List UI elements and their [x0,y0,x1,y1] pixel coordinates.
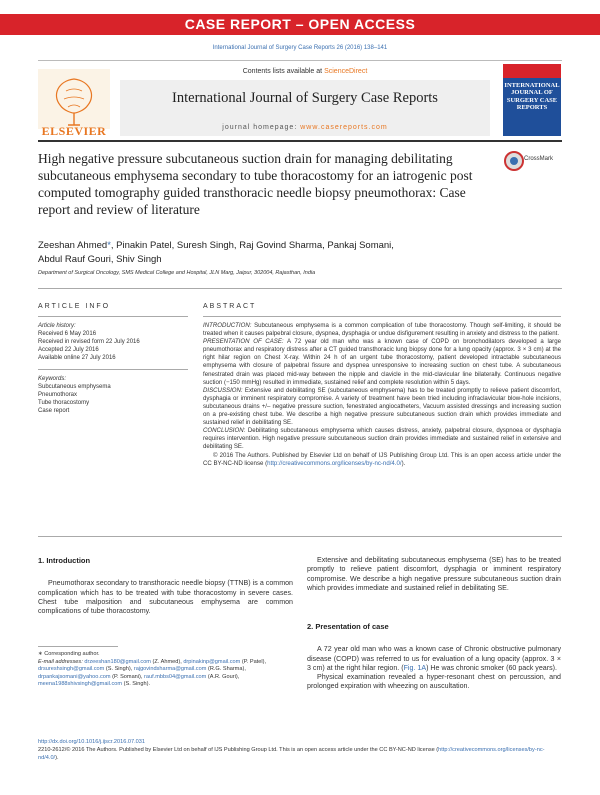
abstract-discussion [203,387,561,427]
homepage-prefix: journal homepage: [222,124,298,131]
keyword-item: Tube thoracostomy [38,400,90,406]
history-item: Available online 27 July 2016 [38,355,116,361]
sciencedirect-link[interactable]: ScienceDirect [324,68,368,75]
journal-homepage [120,124,490,131]
journal-title: International Journal of Surgery Case Reports [172,90,438,106]
license-link[interactable]: http://creativecommons.org/licenses/by-nc-nd/4.0/ [267,459,402,467]
history-item: Received in revised form 22 July 2016 [38,339,140,345]
abstract-introduction [203,322,561,338]
abstract-conclusion-text: Debilitating subcutaneous emphysema which causes distress, anxiety, palpebral closure, dyspnoea or dysphagia requires intervention. High negative pressure subcutaneous suction drain provides immediate and sustained relief in extensive and debilitating SE. [203,427,561,451]
corresponding-author-note: ∗ Corresponding author. [38,651,100,657]
presentation-text-b: ) He was chronic smoker (60 pack years). [426,663,557,672]
keyword-item: Case report [38,408,70,414]
introduction-heading: 1. Introduction [38,556,91,565]
authors-line1-rest: , Pinakin Patel, Suresh Singh, Raj Govind Sharma, Pankaj Somani, [110,240,394,251]
email-owner: (S. Singh). [123,681,151,688]
introduction-paragraph-2: Extensive and debilitating subcutaneous emphysema (SE) has to be treated promptly to relieve patient discomfort, dysphagia or imminent respiratory compromise. We describe a high negative pressure subcutaneous suction drain which provides immediate and sustained relief in debilitating SE. [307,556,561,592]
abstract-intro-text: Subcutaneous emphysema is a common complication of tube thoracostomy. Though self-limiting, it should be treated when it causes palpebral closure, dyspnea, dysphagia or undue disfigurement resulting in anxiety and distress to the patient. [203,322,561,338]
crossmark-label: CrossMark [524,156,554,162]
author-first: Zeeshan Ahmed [38,240,108,251]
footnote-rule [38,646,118,647]
journal-citation[interactable]: International Journal of Surgery Case Reports 26 (2016) 138–141 [212,45,388,51]
keywords [38,375,188,415]
authors-line2: Abdul Rauf Gouri, Shiv Singh [38,254,162,265]
presentation-text-a: A 72 year old man who was a known case of Chronic obstructive pulmonary disease (COPD) was referred to us for evaluation of a lung opacity (approx. 3 × 3 cm) at the right hilar region. ( [307,645,561,672]
abstract-copyright [203,452,561,468]
abstract-presentation-text: A 72 year old man who was a known case of COPD on bronchodilators developed a large pneumothorax and respiratory distress after a CT guided transthoracic lung biopsy done for a lung opacity (approx. 3 × 3 cm) at the right hilar region on Chest X-ray. Within 24 h of an urgent tube thoracostomy, patient developed intractable subcutaneous emphysema with closure of palpebral fissure and dyspnea unresponsive to increasing suction on chest tube. A subcutaneous fenestrated drain was placed mid-way between the nipple and clavicle in the mid-clavicular line bilaterally. Continuous negative suction (−150 mmHg) resulted in immediate, sustained relief and complete resolution within 5 days. [203,338,561,386]
right-column [307,556,561,593]
presentation-paragraph-2: Physical examination revealed a hyper-resonant chest on percussion, and prolonged expiration with wheezing on auscultation. [307,673,561,691]
issn-end: ). [55,754,59,761]
email-link[interactable]: rajgovindsharma@gmail.com [133,666,207,673]
issn-text: 2210-2612/© 2016 The Authors. Published by Elsevier Ltd on behalf of IJS Publishing Group Ltd. This is an open access article under the CC BY-NC-ND license ( [38,746,439,753]
contents-prefix: Contents lists available at [242,68,323,75]
affiliation: Department of Surgical Oncology, SMS Medical College and Hospital, JLN Marg, Jaipur, 302004, Rajasthan, India [38,270,316,276]
abstract-conclusion-label: CONCLUSION: [203,427,246,435]
presentation-section [307,622,561,692]
elsevier-wordmark: ELSEVIER [41,124,107,138]
presentation-paragraph-1 [307,645,561,673]
email-owner: (R.G. Sharma), [207,666,246,673]
introduction-paragraph: Pneumothorax secondary to transthoracic needle biopsy (TTNB) is a common complication which has to be treated with tube thoracostomy in severe cases. Chest tube malposition and subcutaneous emphysema are common complications of tube thoracostomy. [38,579,293,616]
email-link[interactable]: drpankajsomani@yahoo.com [38,673,111,680]
abstract-discussion-text: Extensive and debilitating SE (subcutaneous emphysema) has to be treated promptly to relieve patient discomfort, dysphagia or imminent respiratory compromise. A variety of treatment have been tried including infraclavicular blow-hole incisions, subcutaneous drains +/– negative pressure suction, fenestrated angiocatheters, Vacuum assisted dressings and increasing suction on a pre-existing chest tube. We describe a high negative pressure subcutaneous suction drain which provides immediate and sustained relief in debilitating SE. [203,386,561,427]
info-divider [38,288,562,289]
author-list [38,239,558,267]
copyright-text: © 2016 The Authors. Published by Elsevier Ltd on behalf of IJS Publishing Group Ltd. This is an open access article under the CC BY-NC-ND license ( [203,451,561,467]
keyword-item: Subcutaneous emphysema [38,384,111,390]
body-divider [38,536,562,537]
history-item: Received 6 May 2016 [38,331,97,337]
doi-link[interactable]: http://dx.doi.org/10.1016/j.ijscr.2016.07.031 [38,739,145,745]
article-info-heading: ARTICLE INFO [38,303,111,310]
header-divider-bottom [38,140,562,142]
email-link[interactable]: rauf.mbbs04@gmail.com [144,673,207,680]
figure-link[interactable]: Fig. 1A [403,663,427,672]
article-info-rule [38,316,188,317]
issn-line [38,747,562,763]
abstract-presentation [203,338,561,387]
contents-line [120,68,490,75]
footer-license-link[interactable]: http://creativecommons.org/licenses/by-nc-nd/4.0/ [38,746,545,761]
article-footer [38,739,562,762]
corresponding-star[interactable]: * [107,240,111,251]
abstract-body [203,322,561,468]
cover-title: INTERNATIONAL JOURNAL OF SURGERY CASE REPORTS [504,82,560,112]
email-owner: (P. Patel), [241,658,267,665]
email-link[interactable]: meena1988shivsingh@gmail.com [38,681,123,688]
article-title: High negative pressure subcutaneous suction drain for managing debilitating subcutaneous emphysema secondary to tube thoracostomy for an iatrogenic post computed tomography guided transthoracic needle biopsy pneumothorax: Case report and review of literature [38,151,473,217]
abstract-discussion-label: DISCUSSION: [203,386,243,394]
email-owner: (A.R. Gouri), [207,673,240,680]
header-divider-top [38,60,562,61]
keywords-label: Keywords: [38,376,67,382]
emails-label: E-mail addresses: [38,658,83,665]
email-link[interactable]: drzeeshan180@gmail.com [84,658,151,665]
history-item: Accepted 22 July 2016 [38,347,99,353]
email-owner: (S. Singh), [105,666,134,673]
abstract-rule [203,316,561,317]
email-owner: (P. Somani), [112,673,145,680]
cover-red-bar [503,64,561,78]
copyright-end: ). [401,459,406,467]
abstract-intro-label: INTRODUCTION: [203,322,252,329]
email-addresses [38,659,293,689]
keyword-item: Pneumothorax [38,392,78,398]
presentation-heading: 2. Presentation of case [307,622,389,631]
email-link[interactable]: drsureshsingh@gmail.com [38,666,105,673]
homepage-link[interactable]: www.casereports.com [300,124,388,131]
abstract-conclusion [203,427,561,451]
article-history [38,322,188,362]
email-link[interactable]: drpinakinp@gmail.com [183,658,241,665]
history-label: Article history: [38,323,76,329]
abstract-heading: ABSTRACT [203,303,257,310]
email-owner: (Z. Ahmed), [152,658,184,665]
introduction-section [38,556,293,616]
abstract-presentation-label: PRESENTATION OF CASE: [203,338,284,346]
open-access-banner: CASE REPORT – OPEN ACCESS [0,14,600,35]
footnotes [38,651,293,689]
keywords-rule [38,369,188,370]
